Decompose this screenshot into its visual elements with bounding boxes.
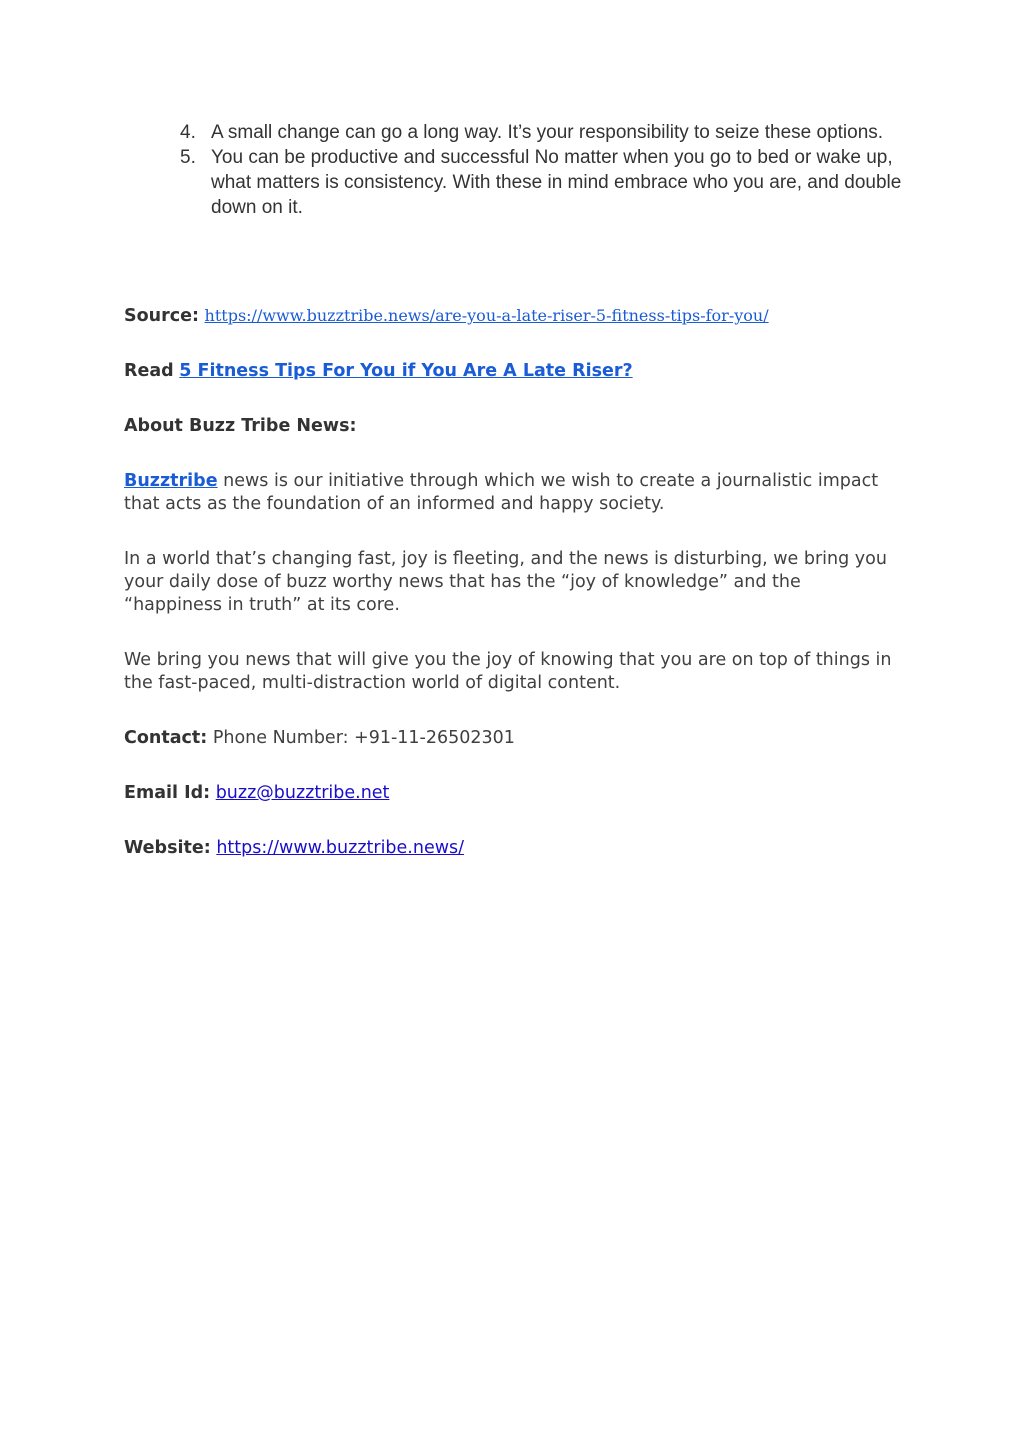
list-number: 5.: [180, 147, 196, 168]
source-label: Source:: [124, 306, 199, 326]
about-paragraph-1: [124, 470, 904, 516]
source-line: [124, 304, 904, 328]
email-label: Email Id:: [124, 783, 211, 803]
buzztribe-link[interactable]: Buzztribe: [124, 471, 218, 491]
email-line: [124, 782, 904, 805]
email-link[interactable]: buzz@buzztribe.net: [215, 783, 390, 803]
list-item-text: A small change can go a long way. It’s your responsibility to seize these options.: [211, 122, 884, 143]
document-body: [124, 304, 904, 892]
website-link[interactable]: https://www.buzztribe.news/: [216, 838, 465, 858]
read-line: [124, 360, 904, 383]
source-link[interactable]: https://www.buzztribe.news/are-you-a-late-riser-5-fitness-tips-for-you/: [204, 306, 769, 325]
read-label: Read: [124, 361, 174, 381]
list-item-5: [0, 145, 1024, 220]
list-number: 4.: [180, 122, 196, 143]
contact-value: Phone Number: +91-11-26502301: [207, 728, 515, 748]
contact-label: Contact:: [124, 728, 208, 748]
about-paragraph-2: In a world that’s changing fast, joy is fleeting, and the news is disturbing, we bring you your daily dose of buzz worthy news that has the “joy of knowledge” and the “happiness in truth” at its core.: [124, 549, 887, 615]
about-paragraph-1-text: news is our initiative through which we wish to create a journalistic impact that acts as the foundation of an informed and happy society.: [124, 471, 879, 514]
list-item-4: [0, 120, 1024, 145]
website-line: [124, 837, 904, 860]
about-heading: About Buzz Tribe News:: [124, 416, 357, 436]
contact-line: [124, 727, 904, 750]
list-item-text: You can be productive and successful No matter when you go to bed or wake up, what matters is consistency. With these in mind embrace who you are, and double down on it.: [211, 147, 902, 218]
article-link[interactable]: 5 Fitness Tips For You if You Are A Late Riser?: [179, 361, 633, 381]
numbered-list: [0, 120, 1024, 220]
website-label: Website:: [124, 838, 211, 858]
about-paragraph-3: We bring you news that will give you the joy of knowing that you are on top of things in the fast-paced, multi-distraction world of digital content.: [124, 650, 892, 693]
